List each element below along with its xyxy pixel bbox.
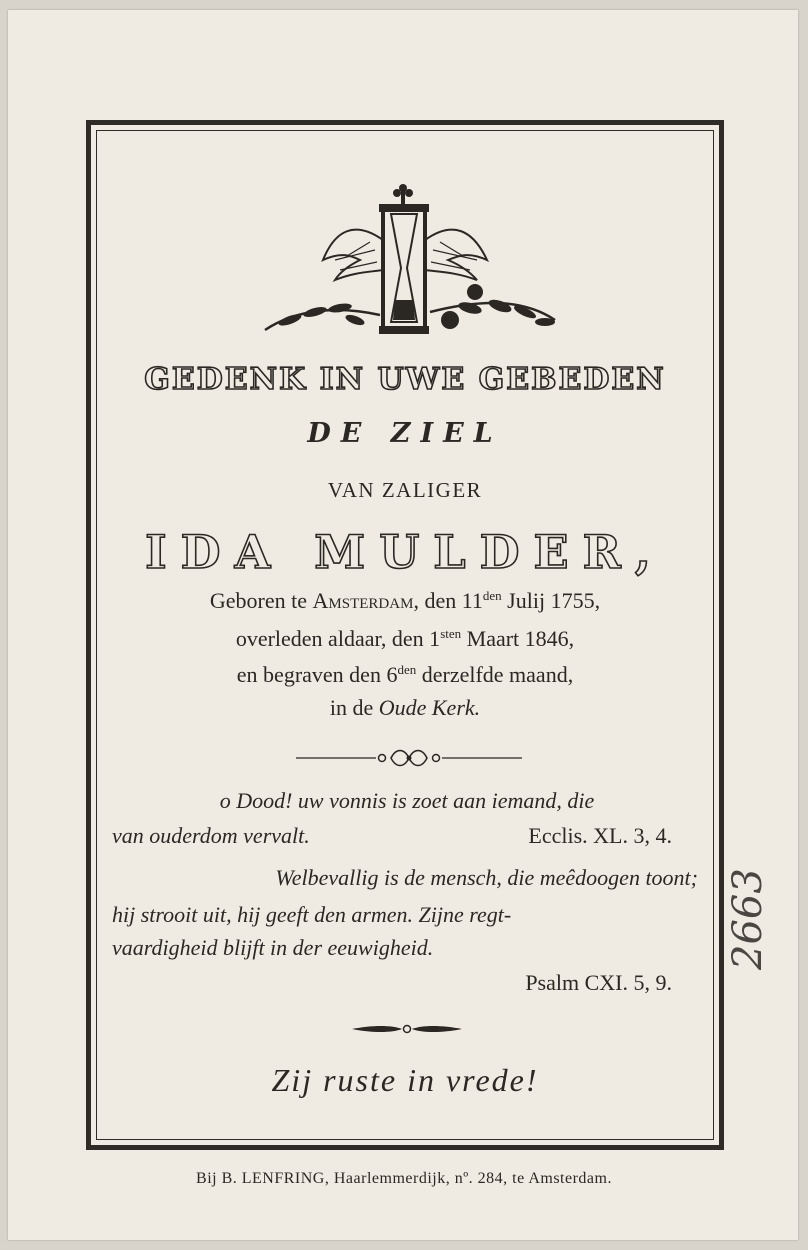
verse-2-line-2: hij strooit uit, hij geeft den armen. Zijne regt- xyxy=(112,902,512,927)
verse-1-text: van ouderdom vervalt. xyxy=(112,823,310,848)
winged-hourglass-emblem xyxy=(255,180,565,345)
heading-line-3: VAN ZALIGER xyxy=(327,478,483,502)
birth-post: Julij 1755, xyxy=(501,588,601,613)
verse-2-reference: Psalm CXI. 5, 9. xyxy=(525,970,672,995)
deceased-name: IDA MULDER, xyxy=(145,525,665,579)
death-pre: overleden aldaar, den 1 xyxy=(235,626,441,651)
church-line xyxy=(96,697,714,719)
birth-line xyxy=(96,590,714,612)
burial-sup: den xyxy=(397,662,417,677)
verse-2-line-3: vaardigheid blijft in der eeuwigheid. xyxy=(112,935,434,960)
ornament-divider xyxy=(296,744,522,772)
birth-pre: Geboren te xyxy=(209,588,313,613)
small-ornament-divider xyxy=(352,1020,462,1038)
heading-line-2: DE ZIEL xyxy=(307,418,503,449)
death-sup: sten xyxy=(440,626,462,641)
verse-2-line-1: Welbevallig is de mensch, die meêdoogen toont; xyxy=(275,865,698,890)
death-post: Maart 1846, xyxy=(461,626,575,651)
birth-mid: , den 11 xyxy=(413,588,483,613)
verse-1-line-2 xyxy=(112,825,702,847)
death-line xyxy=(96,628,714,650)
birth-sup: den xyxy=(482,588,502,603)
heading-line-1: GEDENK IN UWE GEBEDEN xyxy=(144,362,666,397)
church-name: Oude Kerk. xyxy=(378,695,481,720)
handwritten-inventory-number: 2663 xyxy=(725,868,771,970)
verse-1-line-1: o Dood! uw vonnis is zoet aan iemand, die xyxy=(219,788,595,813)
burial-line xyxy=(96,664,714,686)
verse-1-reference: Ecclis. XL. 3, 4. xyxy=(528,823,672,848)
church-pre: in de xyxy=(329,695,379,720)
printer-imprint: Bij B. LENFRING, Haarlemmerdijk, nº. 284, te Amsterdam. xyxy=(196,1170,612,1187)
burial-pre: en begraven den 6 xyxy=(236,662,398,687)
burial-post: derzelfde maand, xyxy=(416,662,574,687)
birth-place: Amsterdam xyxy=(312,588,414,613)
closing-blessing: Zij ruste in vrede! xyxy=(271,1062,539,1098)
